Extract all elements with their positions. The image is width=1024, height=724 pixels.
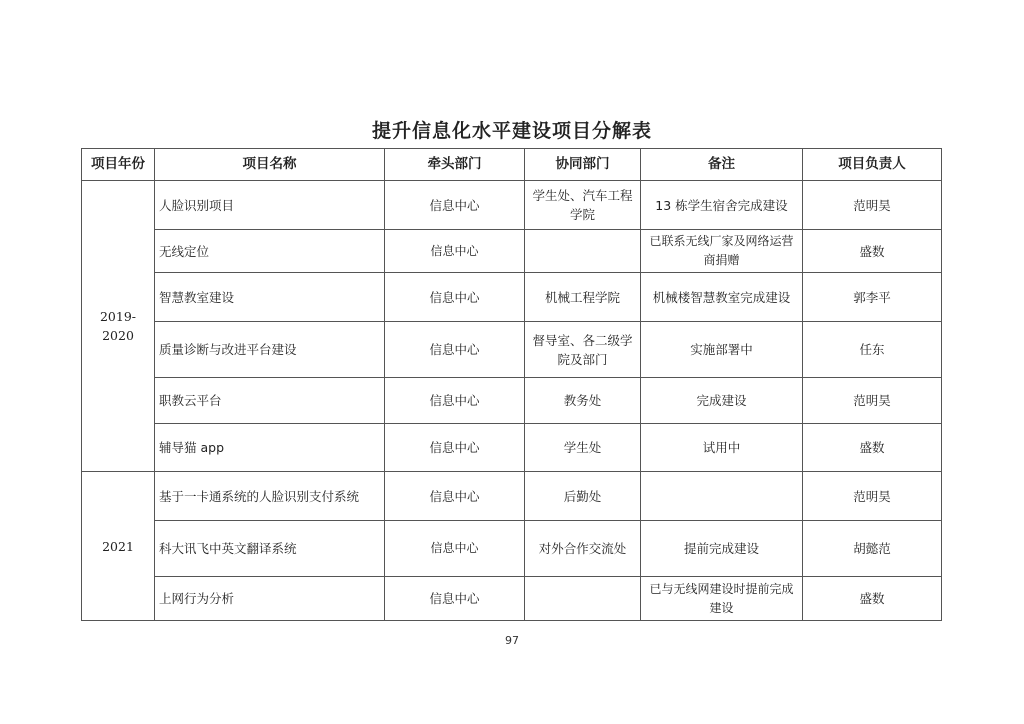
table-header-row [82, 149, 942, 181]
lead-dept-cell: 信息中心 [385, 181, 525, 230]
lead-dept-cell: 信息中心 [385, 472, 525, 521]
table-row [82, 472, 942, 521]
note-cell: 完成建设 [641, 378, 803, 424]
header-year: 项目年份 [82, 149, 155, 181]
header-owner: 项目负责人 [803, 149, 942, 181]
coop-dept-cell: 机械工程学院 [525, 273, 641, 322]
owner-cell: 范明昊 [803, 378, 942, 424]
header-project-name: 项目名称 [155, 149, 385, 181]
lead-dept-cell: 信息中心 [385, 378, 525, 424]
page-number: 97 [505, 634, 519, 647]
owner-cell: 郭李平 [803, 273, 942, 322]
project-table [81, 148, 942, 621]
project-name-cell: 科大讯飞中英文翻译系统 [155, 521, 385, 577]
table-row [82, 378, 942, 424]
project-name-cell: 智慧教室建设 [155, 273, 385, 322]
project-name-cell: 上网行为分析 [155, 577, 385, 621]
header-coop-dept: 协同部门 [525, 149, 641, 181]
note-cell: 实施部署中 [641, 322, 803, 378]
project-name-cell: 基于一卡通系统的人脸识别支付系统 [155, 472, 385, 521]
table-row [82, 273, 942, 322]
owner-cell: 范明昊 [803, 181, 942, 230]
owner-cell: 任东 [803, 322, 942, 378]
note-cell: 提前完成建设 [641, 521, 803, 577]
project-name-cell: 辅导猫 app [155, 424, 385, 472]
lead-dept-cell: 信息中心 [385, 577, 525, 621]
table-row [82, 577, 942, 621]
owner-cell: 范明昊 [803, 472, 942, 521]
lead-dept-cell: 信息中心 [385, 322, 525, 378]
note-cell: 机械楼智慧教室完成建设 [641, 273, 803, 322]
lead-dept-cell: 信息中心 [385, 521, 525, 577]
coop-dept-cell: 督导室、各二级学院及部门 [525, 322, 641, 378]
lead-dept-cell: 信息中心 [385, 273, 525, 322]
project-name-cell: 无线定位 [155, 230, 385, 273]
coop-dept-cell: 对外合作交流处 [525, 521, 641, 577]
owner-cell: 盛数 [803, 230, 942, 273]
project-name-cell: 职教云平台 [155, 378, 385, 424]
note-cell [641, 472, 803, 521]
header-note: 备注 [641, 149, 803, 181]
coop-dept-cell [525, 230, 641, 273]
owner-cell: 盛数 [803, 577, 942, 621]
table-row [82, 322, 942, 378]
owner-cell: 胡懿范 [803, 521, 942, 577]
lead-dept-cell: 信息中心 [385, 230, 525, 273]
table-row [82, 424, 942, 472]
year-cell: 2019-2020 [82, 181, 155, 472]
note-cell: 13 栋学生宿舍完成建设 [641, 181, 803, 230]
coop-dept-cell [525, 577, 641, 621]
note-cell: 已联系无线厂家及网络运营商捐赠 [641, 230, 803, 273]
year-cell: 2021 [82, 472, 155, 621]
coop-dept-cell: 学生处、汽车工程学院 [525, 181, 641, 230]
coop-dept-cell: 教务处 [525, 378, 641, 424]
header-lead-dept: 牵头部门 [385, 149, 525, 181]
table-row [82, 181, 942, 230]
document-title: 提升信息化水平建设项目分解表 [371, 120, 652, 142]
project-name-cell: 质量诊断与改进平台建设 [155, 322, 385, 378]
coop-dept-cell: 学生处 [525, 424, 641, 472]
note-cell: 已与无线网建设时提前完成建设 [641, 577, 803, 621]
note-cell: 试用中 [641, 424, 803, 472]
table-row [82, 521, 942, 577]
coop-dept-cell: 后勤处 [525, 472, 641, 521]
project-name-cell: 人脸识别项目 [155, 181, 385, 230]
lead-dept-cell: 信息中心 [385, 424, 525, 472]
owner-cell: 盛数 [803, 424, 942, 472]
table-row [82, 230, 942, 273]
